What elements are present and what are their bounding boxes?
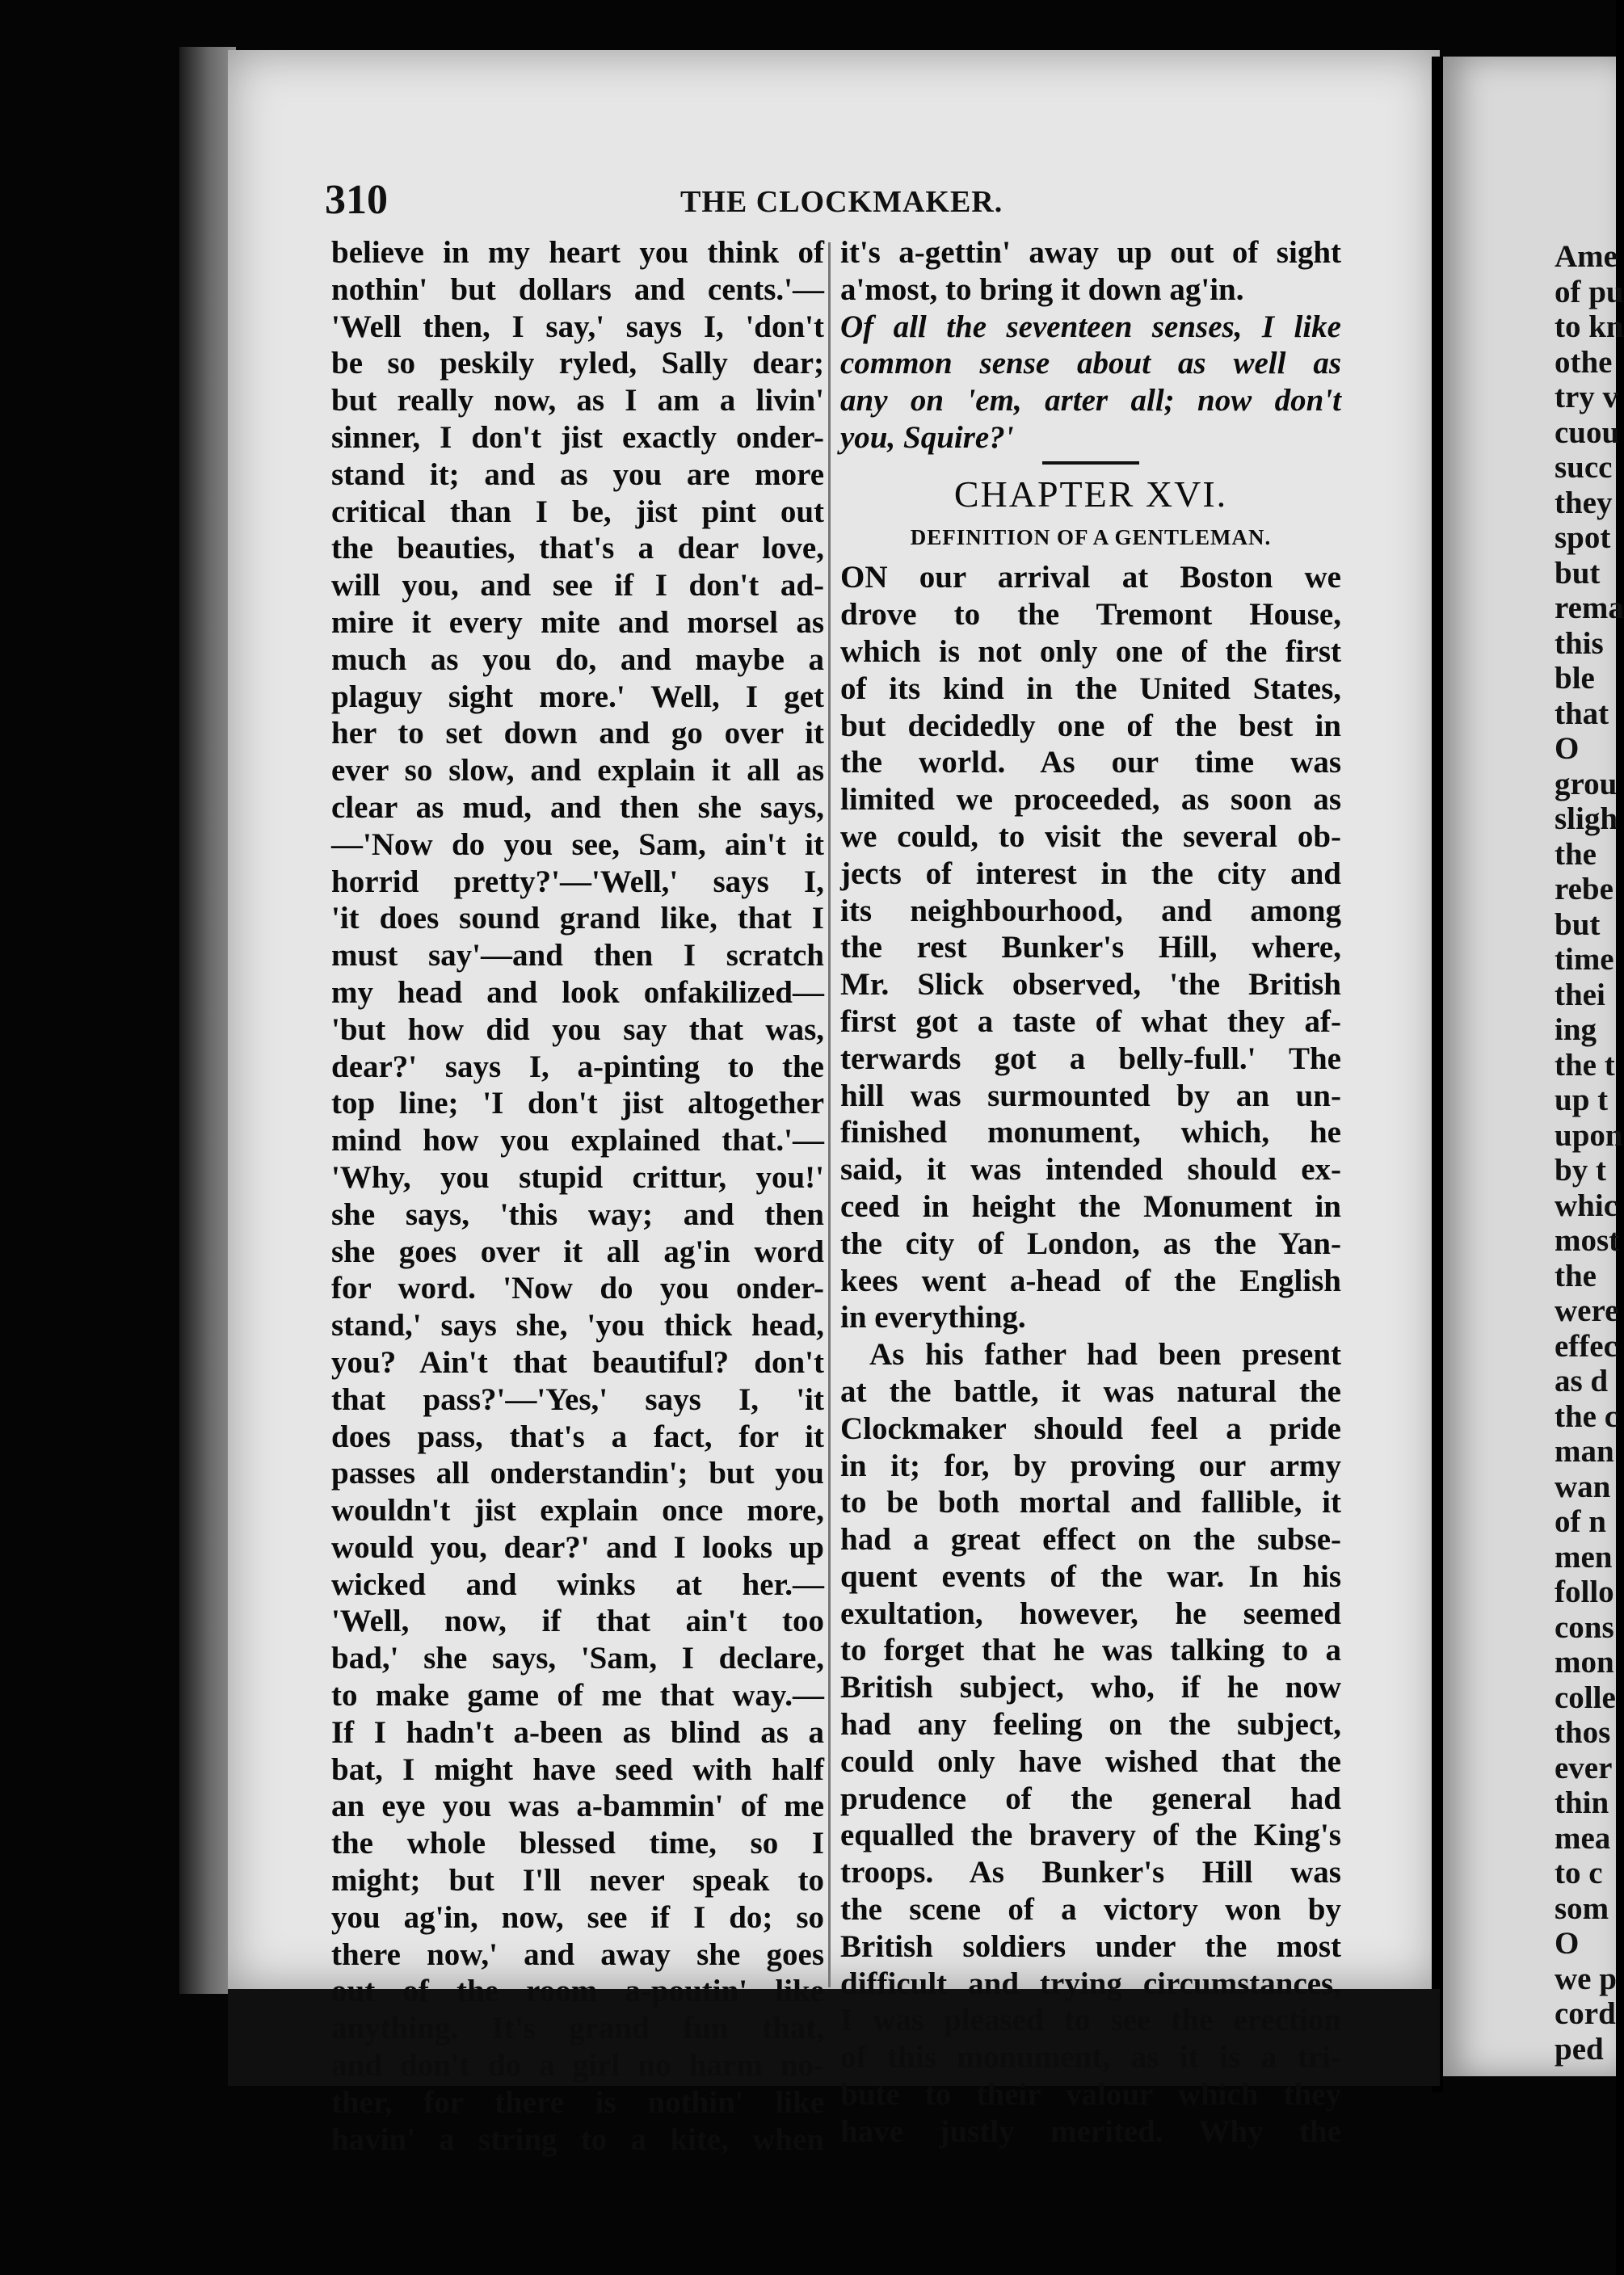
chapter-paragraph-2	[840, 1336, 1341, 2151]
text-line: the city of London, as the Yan-	[840, 1226, 1341, 1261]
text-line: in everything.	[840, 1300, 1026, 1335]
text-line: mind how you explained that.'—	[331, 1123, 824, 1159]
text-line: stand,' says she, 'you thick head,	[331, 1308, 824, 1344]
facing-page-fragment: but	[1555, 906, 1601, 942]
text-line: but really now, as I am a livin'	[331, 383, 824, 418]
text-line: quent events of the war. In his	[840, 1558, 1341, 1594]
text-line: in it; for, by proving our army	[840, 1448, 1341, 1483]
text-line: bute to their valour which they	[840, 2077, 1341, 2113]
facing-page-fragment: we p	[1555, 1961, 1617, 1996]
facing-page-fragment: as d	[1555, 1364, 1609, 1398]
book-gutter	[1432, 57, 1443, 2092]
text-line: British soldiers under the most	[840, 1928, 1341, 1964]
facing-page-fragment: grou	[1555, 766, 1618, 801]
text-line: for word. 'Now do you onder-	[331, 1271, 824, 1306]
text-line: 'but how did you say that was,	[331, 1011, 824, 1047]
facing-page-fragment: O	[1555, 731, 1580, 766]
text-line: 'Well then, I say,' says I, 'don't	[331, 309, 824, 344]
text-line: to forget that he was talking to a	[840, 1633, 1341, 1668]
facing-page-fragment: cord	[1555, 1996, 1616, 2031]
facing-page-fragment: up t	[1555, 1083, 1609, 1117]
facing-page-fragment: man	[1555, 1434, 1614, 1469]
text-line: difficult and trying circumstances,	[840, 1966, 1341, 2001]
text-line: 'Well, now, if that ain't too	[331, 1604, 824, 1639]
text-line: she says, 'this way; and then	[331, 1196, 824, 1232]
text-line: drove to the Tremont House,	[840, 597, 1341, 633]
text-line: her to set down and go over it	[331, 716, 824, 751]
text-line: will you, and see if I don't ad-	[331, 568, 824, 603]
facing-page-fragment: ing	[1555, 1012, 1597, 1047]
text-line: bat, I might have seed with half	[331, 1751, 824, 1787]
text-line: finished monument, which, he	[840, 1115, 1341, 1150]
text-line: ther, for there is nothin' like	[331, 2084, 824, 2120]
facing-page-fragment: most	[1555, 1223, 1620, 1258]
text-line: plaguy sight more.' Well, I get	[331, 679, 824, 714]
facing-page-fragment: othe	[1555, 344, 1613, 380]
text-line: stand it; and as you are more	[331, 456, 824, 492]
facing-page-fragment: thin	[1555, 1785, 1609, 1820]
right-column-continuation	[840, 234, 1341, 309]
text-line: nothin' but dollars and cents.'—	[331, 271, 824, 307]
chapter-paragraph-1	[840, 559, 1341, 1336]
text-line: anything. It's grand fun that,	[331, 2011, 824, 2046]
text-line: out of the room a-poutin' like	[331, 1974, 824, 2009]
facing-page-fragment: the	[1555, 1258, 1597, 1293]
text-line: of its kind in the United States,	[840, 671, 1341, 706]
text-line: you, Squire?'	[840, 419, 1014, 455]
text-line: had a great effect on the subse-	[840, 1522, 1341, 1558]
text-line: prudence of the general had	[840, 1781, 1341, 1816]
facing-page-fragment: mon	[1555, 1645, 1614, 1680]
text-line: ceed in height the Monument in	[840, 1188, 1341, 1224]
text-line: and don't do a girl no harm no-	[331, 2048, 824, 2084]
text-line: you ag'in, now, see if I do; so	[331, 1899, 824, 1935]
text-line: first got a taste of what they af-	[840, 1003, 1341, 1039]
text-line: bad,' she says, 'Sam, I declare,	[331, 1641, 824, 1676]
text-line: 'it does sound grand like, that I	[331, 901, 824, 936]
facing-page-fragment: rebe	[1555, 872, 1613, 906]
text-line: could only have wished that the	[840, 1743, 1341, 1779]
text-line: limited we proceeded, as soon as	[840, 782, 1341, 818]
text-line: Clockmaker should feel a pride	[840, 1411, 1341, 1446]
text-line: common sense about as well as	[840, 346, 1341, 381]
text-line: she goes over it all ag'in word	[331, 1234, 824, 1269]
text-line: kees went a-head of the English	[840, 1263, 1341, 1298]
facing-page-fragment: of pu	[1555, 274, 1624, 309]
text-line: had any feeling on the subject,	[840, 1707, 1341, 1743]
facing-page-fragment: to kn	[1555, 309, 1624, 344]
text-line: its neighbourhood, and among	[840, 893, 1341, 928]
facing-page-fragment: colle	[1555, 1680, 1616, 1715]
right-column	[840, 234, 1341, 2151]
facing-page-fragment: O	[1555, 1926, 1580, 1961]
facing-page-fragment: cuou	[1555, 414, 1620, 450]
text-line: As his father had been present	[869, 1337, 1341, 1373]
text-line: critical than I be, jist pint out	[331, 494, 824, 529]
text-line: which is not only one of the first	[840, 633, 1341, 669]
text-line: exultation, however, he seemed	[840, 1596, 1341, 1631]
text-line: have justly merited. Why the	[840, 2113, 1341, 2149]
facing-page-fragment: they	[1555, 485, 1613, 520]
text-line: does pass, that's a fact, for it	[331, 1419, 824, 1454]
text-line: troops. As Bunker's Hill was	[840, 1855, 1341, 1890]
facing-page-fragment: try v	[1555, 380, 1619, 414]
right-column-italic-quote	[840, 309, 1341, 456]
facing-page-fragment: the t	[1555, 1047, 1615, 1083]
running-head	[325, 176, 1424, 233]
facing-page-fragment: mea	[1555, 1820, 1611, 1856]
facing-page-fragment: ble	[1555, 661, 1595, 696]
chapter-subtitle: DEFINITION OF A GENTLEMAN.	[910, 524, 1272, 549]
facing-page-fragment: ped	[1555, 2031, 1604, 2067]
text-line: it's a-gettin' away up out of sight	[840, 235, 1341, 270]
text-line: the world. As our time was	[840, 745, 1341, 780]
facing-page-fragment: but	[1555, 555, 1601, 591]
text-line: mire it every mite and morsel as	[331, 604, 824, 640]
text-line: to make game of me that way.—	[331, 1678, 824, 1714]
facing-page-fragment: thei	[1555, 977, 1605, 1012]
text-line: would you, dear?' and I looks up	[331, 1529, 824, 1565]
text-line: wouldn't jist explain once more,	[331, 1493, 824, 1529]
facing-page-fragment: upon	[1555, 1117, 1623, 1153]
text-line: 'Why, you stupid crittur, you!'	[331, 1159, 824, 1195]
facing-page-fragment: by t	[1555, 1153, 1606, 1188]
text-line: at the battle, it was natural the	[840, 1373, 1341, 1409]
text-line: dear?' says I, a-pinting to the	[331, 1049, 824, 1084]
facing-page	[1443, 57, 1624, 2076]
text-line: ever so slow, and explain it all as	[331, 753, 824, 788]
text-line: you? Ain't that beautiful? don't	[331, 1344, 824, 1380]
text-line: believe in my heart you think of	[331, 235, 824, 270]
text-line: the beauties, that's a dear love,	[331, 531, 824, 566]
facing-page-fragment: the	[1555, 836, 1597, 872]
running-title: THE CLOCKMAKER.	[680, 185, 1003, 219]
text-line: wicked and winks at her.—	[331, 1566, 824, 1602]
text-line: equalled the bravery of the King's	[840, 1818, 1341, 1853]
facing-page-fragment: that	[1555, 696, 1609, 731]
text-line: that pass?'—'Yes,' says I, 'it	[331, 1381, 824, 1417]
facing-page-fragment: ever	[1555, 1750, 1613, 1785]
facing-page-fragment: cons	[1555, 1609, 1614, 1645]
text-line: be so peskily ryled, Sally dear;	[331, 346, 824, 381]
column-divider	[828, 242, 831, 1987]
facing-page-fragment: to c	[1555, 1856, 1603, 1890]
text-line: If I hadn't a-been as blind as a	[331, 1714, 824, 1750]
facing-page-fragment: were	[1555, 1293, 1619, 1328]
facing-page-fragment: Ame	[1555, 239, 1618, 274]
text-line: to be both mortal and fallible, it	[840, 1485, 1341, 1520]
text-line: must say'—and then I scratch	[331, 938, 824, 973]
text-line: sinner, I don't jist exactly onder-	[331, 419, 824, 455]
text-line: a'most, to bring it down ag'in.	[840, 271, 1244, 307]
facing-page-fragment: rema	[1555, 591, 1624, 625]
text-line: there now,' and away she goes	[331, 1936, 824, 1972]
text-line: much as you do, and maybe a	[331, 641, 824, 677]
text-line: —'Now do you see, Sam, ain't it	[331, 826, 824, 862]
facing-page-fragment: thos	[1555, 1715, 1611, 1750]
facing-page-fragment: succ	[1555, 450, 1613, 485]
text-line: hill was surmounted by an un-	[840, 1078, 1341, 1113]
text-line: Mr. Slick observed, 'the British	[840, 967, 1341, 1003]
facing-page-fragment: effec	[1555, 1328, 1618, 1364]
text-line: my head and look onfakilized—	[331, 974, 824, 1010]
text-line: the scene of a victory won by	[840, 1892, 1341, 1928]
page-number: 310	[325, 177, 388, 223]
facing-page-fragment: the c	[1555, 1398, 1619, 1434]
text-line: we could, to visit the several ob-	[840, 818, 1341, 854]
text-line: but decidedly one of the best in	[840, 708, 1341, 743]
facing-page-fragment: of n	[1555, 1504, 1606, 1539]
text-line: top line; 'I don't jist altogether	[331, 1086, 824, 1121]
facing-page-fragment: spot	[1555, 520, 1611, 555]
text-line: havin' a string to a kite, when	[331, 2122, 824, 2157]
text-line: terwards got a belly-full.' The	[840, 1041, 1341, 1076]
text-line: jects of interest in the city and	[840, 856, 1341, 891]
text-line: any on 'em, arter all; now don't	[840, 383, 1341, 418]
facing-page-fragment: this	[1555, 625, 1604, 661]
facing-page-fragment: sligh	[1555, 801, 1618, 836]
text-line: British subject, who, if he now	[840, 1670, 1341, 1705]
left-column	[331, 234, 824, 2158]
text-line: passes all onderstandin'; but you	[331, 1456, 824, 1491]
text-line: horrid pretty?'—'Well,' says I,	[331, 864, 824, 899]
text-line: the rest Bunker's Hill, where,	[840, 930, 1341, 965]
facing-page-fragment: time	[1555, 942, 1614, 977]
section-rule	[1042, 461, 1139, 465]
facing-page-fragment: follo	[1555, 1575, 1614, 1609]
text-line: of this monument, as it is a tri-	[840, 2040, 1341, 2075]
text-line: Of all the seventeen senses, I like	[840, 309, 1341, 344]
chapter-title: CHAPTER XVI.	[953, 473, 1228, 515]
text-line: said, it was intended should ex-	[840, 1152, 1341, 1188]
text-line: the whole blessed time, so I	[331, 1826, 824, 1861]
facing-page-fragment: som	[1555, 1890, 1609, 1926]
facing-page-fragment: wan	[1555, 1469, 1611, 1504]
text-line: clear as mud, and then she says,	[331, 789, 824, 825]
text-line: might; but I'll never speak to	[331, 1863, 824, 1899]
text-line: ON our arrival at Boston we	[840, 560, 1341, 595]
text-line: an eye you was a-bammin' of me	[331, 1789, 824, 1824]
text-line: I was pleased to see the erection	[840, 2003, 1341, 2038]
facing-page-fragment: whic	[1555, 1188, 1618, 1223]
facing-page-fragment: men	[1555, 1539, 1613, 1575]
